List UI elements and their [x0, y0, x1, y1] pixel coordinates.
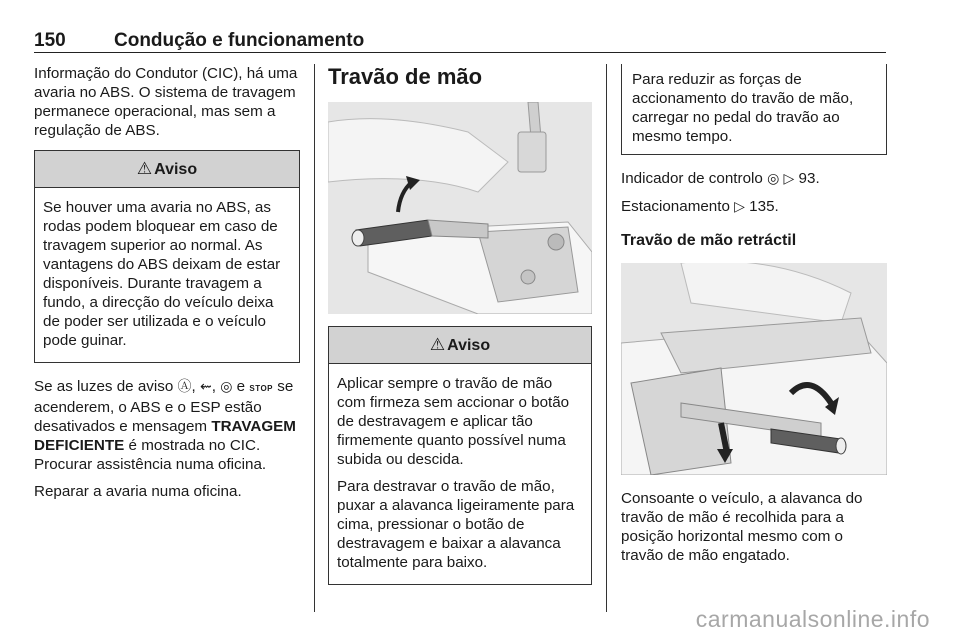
intro-paragraph: Informação do Condutor (CIC), há uma avaria no ABS. O sistema de travagem permanece operacional, mas sem a regulação de ABS. [34, 65, 298, 139]
indicator-reference: Indicador de controlo ◎ ▷ 93. [621, 170, 820, 187]
warning-text: Para destravar o travão de mão, puxar a alavanca ligeiramente para cima, pressionar o botão de destravagem e baixar a alavanca totalmente para baixo. [337, 478, 575, 571]
handbrake-drawing [328, 102, 592, 314]
warning-label: Aviso [154, 161, 198, 178]
esp-warning-light-icon: ◎ [220, 379, 233, 395]
continued-warning-box [621, 64, 887, 155]
reference-link[interactable]: 135. [749, 198, 779, 215]
warning-header [35, 151, 299, 188]
column-divider [314, 64, 315, 612]
warning-text: Se houver uma avaria no ABS, as rodas podem bloquear em caso de travagem superior ao normal. As vantagens do ABS deixam de estar disponíveis. Durante travagem a fundo, a direcção do veículo deixa de poder ser utilizada e o veículo pode guinar. [43, 199, 281, 349]
triangle-right-icon: ▷ [783, 171, 795, 187]
warning-triangle-icon: ⚠ [136, 159, 153, 178]
retractable-paragraph: Consoante o veículo, a alavanca do travão de mão é recolhida para a posição horizontal mesmo com o travão de mão engatado. [621, 490, 863, 564]
chapter-title: Condução e funcionamento [114, 30, 365, 51]
watermark: carmanualsonline.info [695, 606, 930, 632]
subsection-title: Travão de mão retráctil [621, 232, 797, 249]
warning-header [329, 327, 591, 364]
control-indicator-icon: ◎ [767, 171, 780, 187]
retractable-handbrake-illustration [621, 263, 887, 475]
warning-triangle-icon: ⚠ [429, 335, 446, 354]
repair-paragraph: Reparar a avaria numa oficina. [34, 483, 242, 500]
section-title: Travão de mão [328, 64, 483, 89]
message-text: TRAVAGEM DEFICIENTE [34, 418, 296, 454]
column-middle [328, 64, 592, 599]
warning-lights-paragraph: Se as luzes de aviso Ⓐ, ⇜, ◎ e STOP se acenderem, o ABS e o ESP estão desativados e mensagem TRAVAGEM DEFICIENTE é mostrada no CIC. Procurar assistência numa oficina. [34, 378, 296, 473]
page-header [34, 30, 886, 53]
box-text: Para reduzir as forças de accionamento do travão de mão, carregar no pedal do travão ao mesmo tempo. [632, 71, 854, 145]
warning-box-handbrake [328, 326, 592, 585]
stop-symbol: STOP [249, 384, 273, 393]
reference-link[interactable]: 93. [798, 170, 820, 187]
warning-box-abs [34, 150, 300, 363]
page-number: 150 [34, 30, 66, 51]
warning-text: Aplicar sempre o travão de mão com firmeza sem accionar o botão de destravagem e aplicar tão firmemente quanto possível numa subida ou descida. [337, 375, 570, 468]
handbrake-illustration [328, 102, 592, 314]
column-right [621, 64, 887, 573]
parking-reference: Estacionamento ▷ 135. [621, 198, 779, 215]
column-divider [606, 64, 607, 612]
column-left [34, 64, 300, 509]
warning-body [329, 364, 591, 584]
retractable-handbrake-drawing [621, 263, 887, 475]
warning-body [35, 188, 299, 362]
abs-warning-light-icon: Ⓐ [177, 379, 192, 395]
triangle-right-icon: ▷ [734, 199, 745, 215]
brake-warning-light-icon: ⇜ [200, 379, 212, 395]
warning-label: Aviso [447, 337, 491, 354]
